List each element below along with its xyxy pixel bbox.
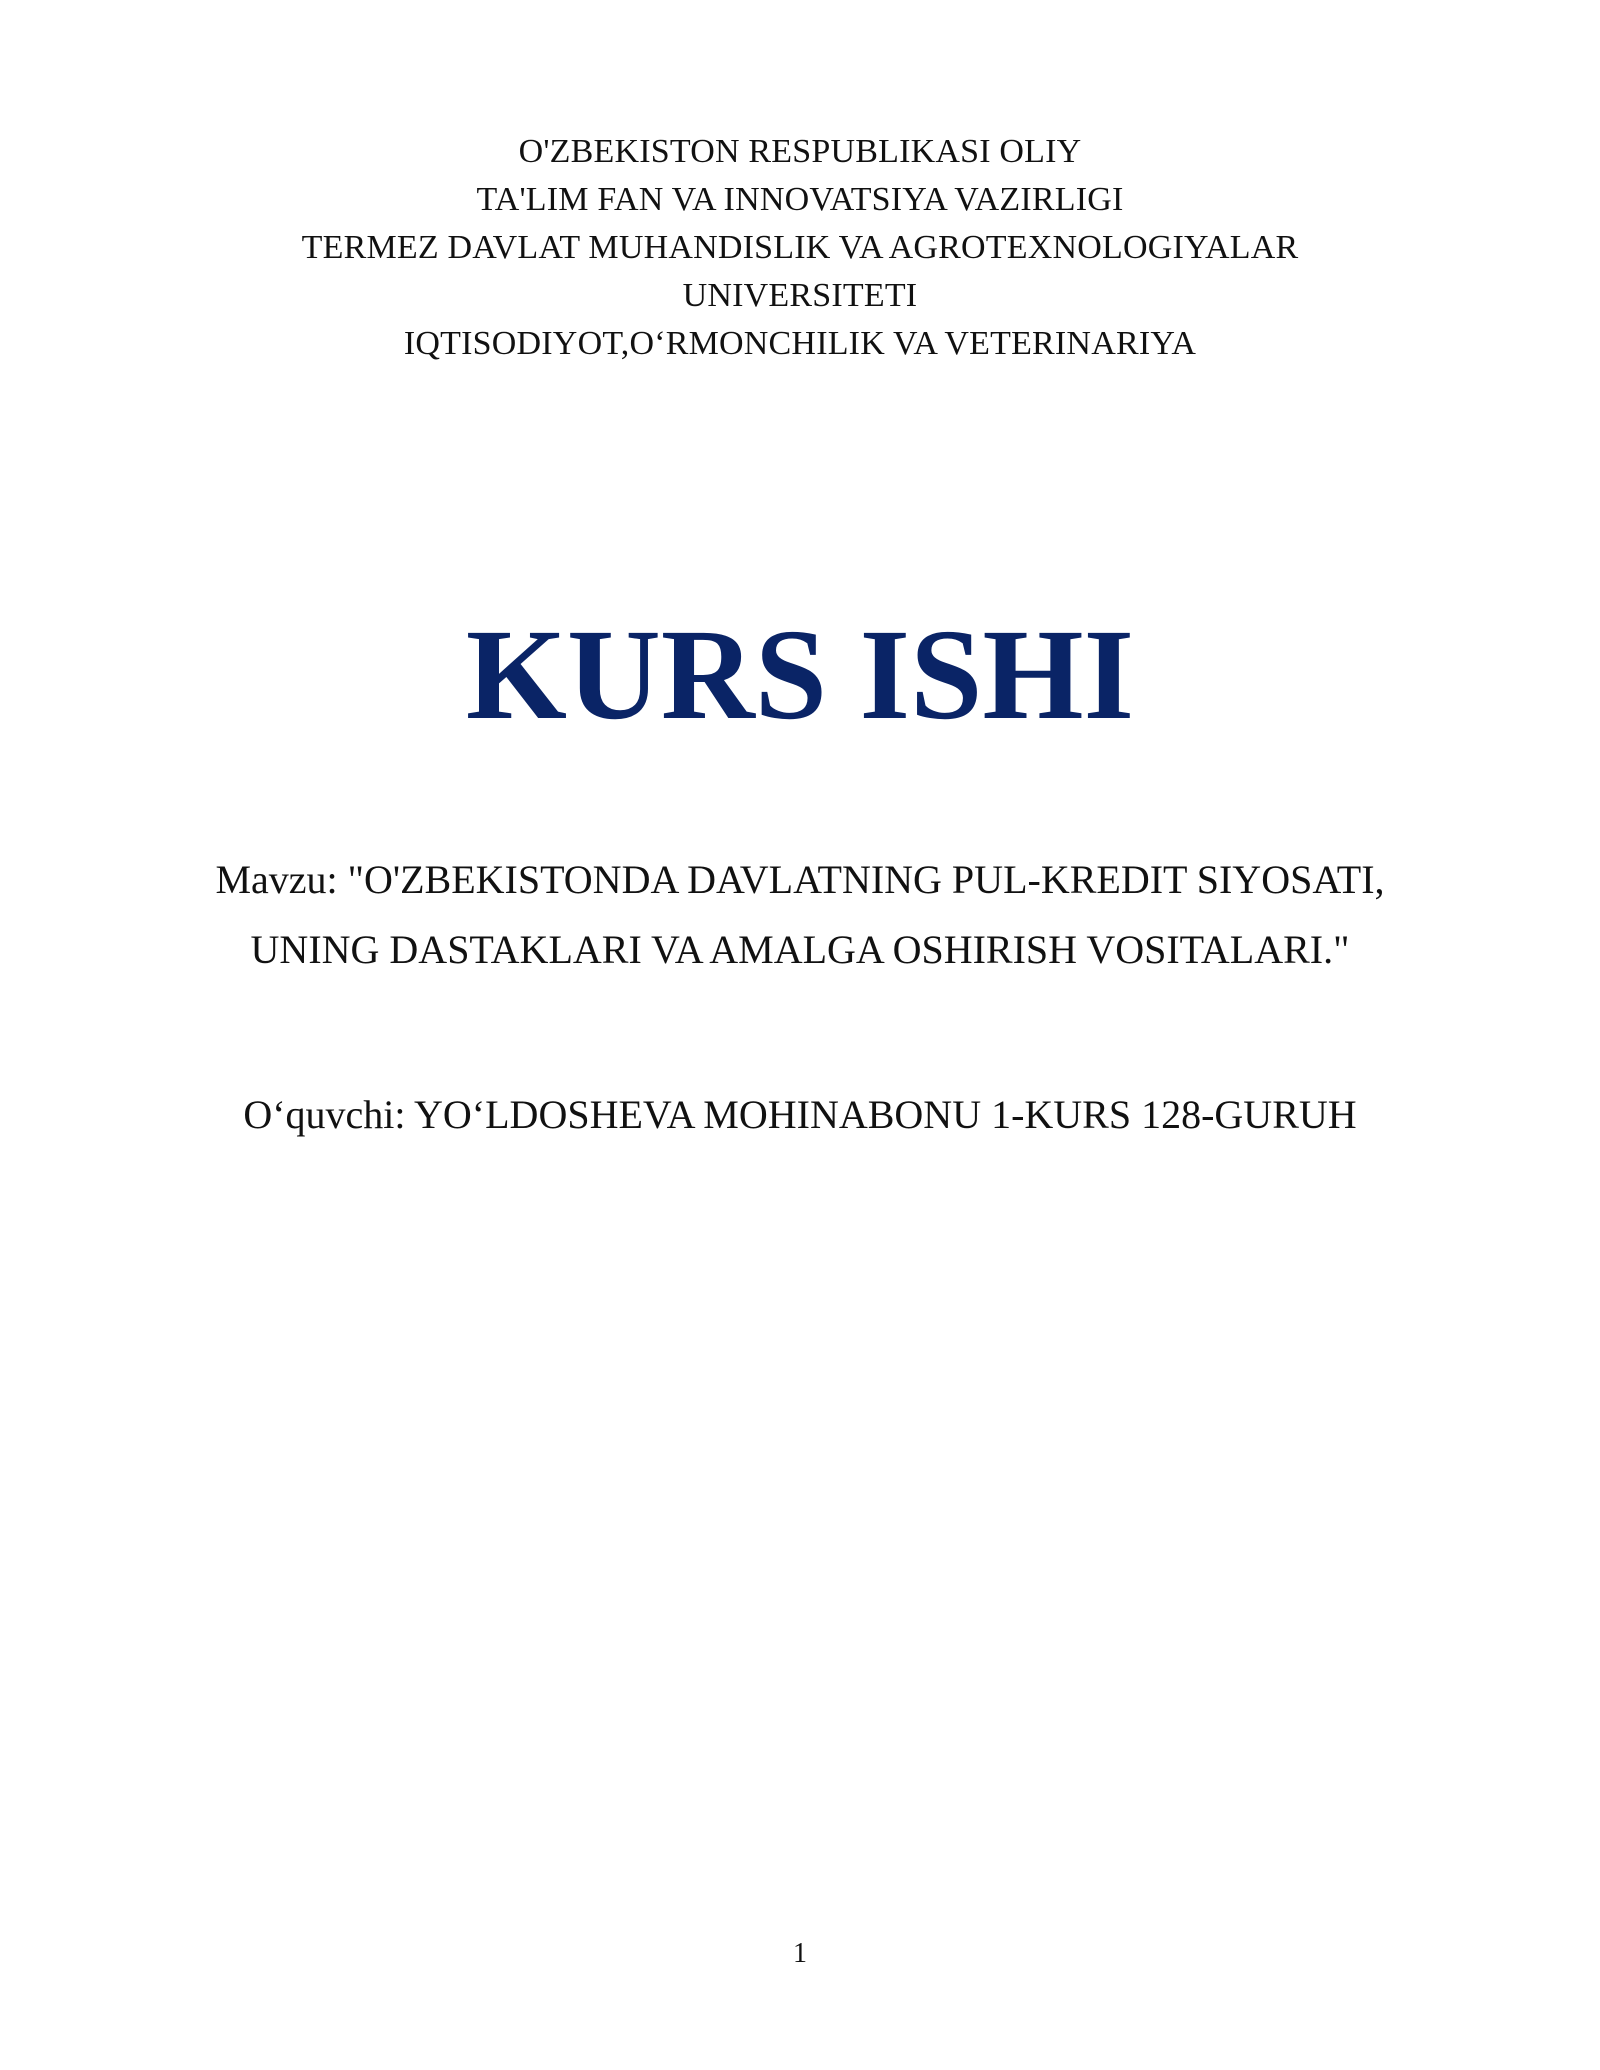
header-line-faculty: IQTISODIYOT,O‘RMONCHILIK VA VETERINARIYA [403,325,1197,362]
header-line-ministry: O'ZBEKISTON RESPUBLIKASI OLIY [518,133,1082,170]
header-line-ministry-cont: TA'LIM FAN VA INNOVATSIYA VAZIRLIGI [476,181,1124,218]
header-line-university-cont: UNIVERSITETI [682,277,918,314]
document-title: KURS ISHI [465,603,1135,747]
header-line-university: TERMEZ DAVLAT MUHANDISLIK VA AGROTEXNOLOGIYALAR [301,229,1299,266]
institution-header [0,128,1600,368]
topic-line: UNING DASTAKLARI VA AMALGA OSHIRISH VOSITALARI." [250,927,1350,972]
student-line: O‘quvchi: YO‘LDOSHEVA MOHINABONU 1-KURS 128-GURUH [243,1092,1357,1137]
page-number: 1 [793,1938,807,1969]
topic-block [0,845,1600,985]
topic-line: Mavzu: "O'ZBEKISTONDA DAVLATNING PUL-KREDIT SIYOSATI, [215,857,1385,902]
